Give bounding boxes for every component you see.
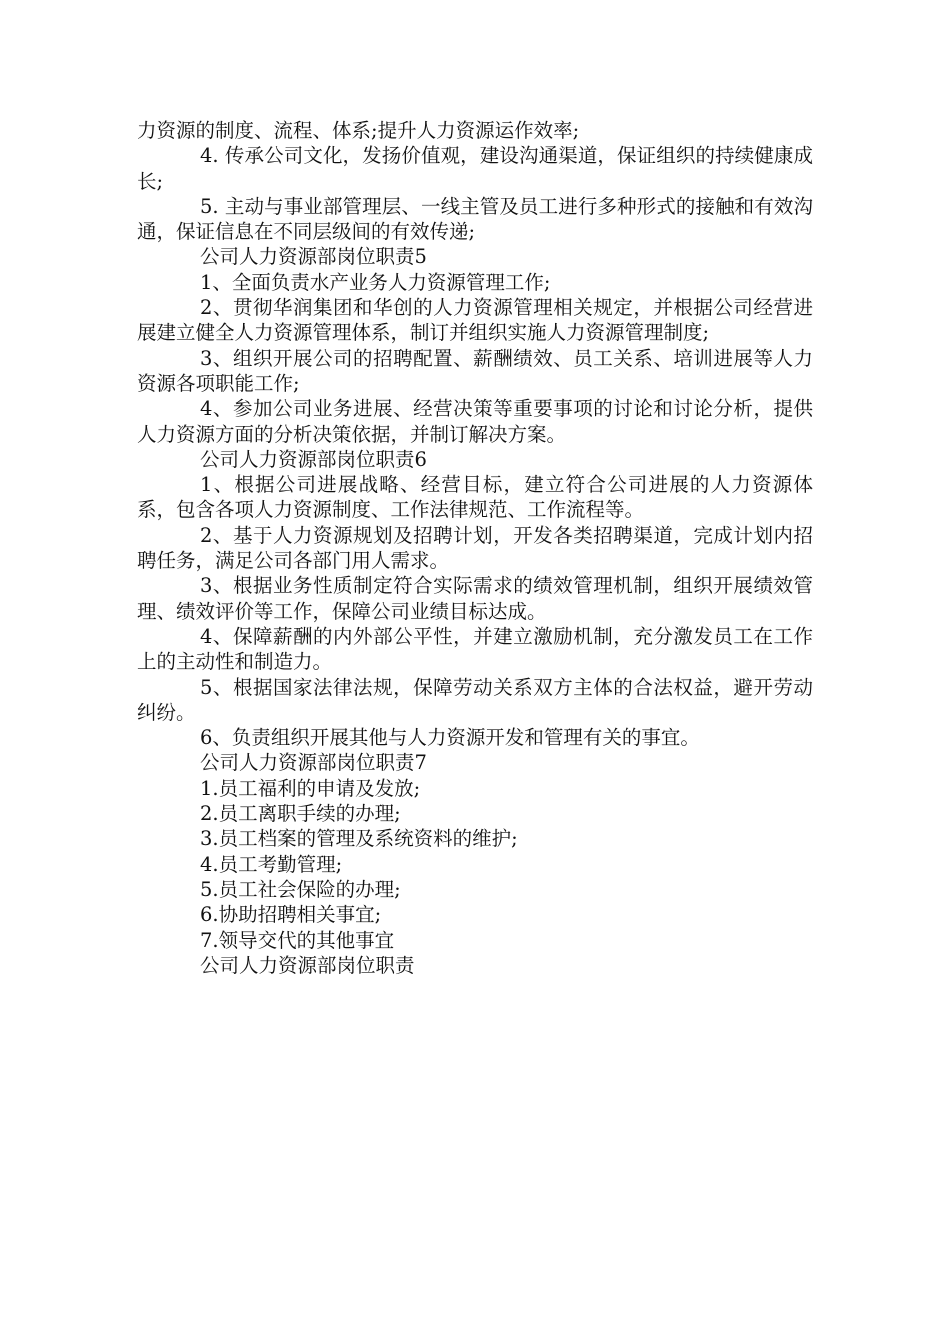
paragraph: 2、贯彻华润集团和华创的人力资源管理相关规定，并根据公司经营进展建立健全人力资源管理体系，制订并组织实施人力资源管理制度;	[137, 296, 813, 345]
list-item: 6.协助招聘相关事宜;	[200, 903, 382, 927]
paragraph: 4、保障薪酬的内外部公平性，并建立激励机制，充分激发员工在工作上的主动性和制造力。	[137, 624, 813, 674]
section-heading: 公司人力资源部岗位职责	[200, 953, 415, 977]
list-item: 1.员工福利的申请及发放;	[200, 776, 421, 800]
list-item: 7.领导交代的其他事宜	[200, 928, 395, 952]
paragraph: 2、基于人力资源规划及招聘计划，开发各类招聘渠道，完成计划内招聘任务，满足公司各部门用人需求。	[137, 523, 813, 573]
list-item: 2.员工离职手续的办理;	[200, 802, 401, 826]
paragraph: 6、负责组织开展其他与人力资源开发和管理有关的事宜。	[200, 726, 700, 750]
paragraph: 5、根据国家法律法规，保障劳动关系双方主体的合法权益，避开劳动纠纷。	[137, 675, 813, 724]
paragraph: 3、组织开展公司的招聘配置、薪酬绩效、员工关系、培训进展等人力资源各项职能工作;	[137, 346, 813, 395]
list-item: 4.员工考勤管理;	[200, 852, 343, 876]
section-heading: 公司人力资源部岗位职责7	[200, 751, 427, 775]
paragraph: 3、根据业务性质制定符合实际需求的绩效管理机制，组织开展绩效管理、绩效评价等工作，保障公司业绩目标达成。	[137, 574, 813, 623]
section-heading: 公司人力资源部岗位职责6	[200, 447, 427, 471]
paragraph: 1、全面负责水产业务人力资源管理工作;	[200, 270, 551, 294]
paragraph: 1、根据公司进展战略、经营目标，建立符合公司进展的人力资源体系，包含各项人力资源制度、工作法律规范、工作流程等。	[137, 473, 813, 522]
paragraph: 5. 主动与事业部管理层、一线主管及员工进行多种形式的接触和有效沟通，保证信息在不同层级间的有效传递;	[137, 194, 813, 244]
list-item: 3.员工档案的管理及系统资料的维护;	[200, 827, 518, 851]
paragraph: 4、参加公司业务进展、经营决策等重要事项的讨论和讨论分析，提供人力资源方面的分析决策依据，并制订解决方案。	[137, 397, 813, 446]
paragraph: 4. 传承公司文化，发扬价值观，建设沟通渠道，保证组织的持续健康成长;	[137, 144, 813, 193]
section-heading: 公司人力资源部岗位职责5	[200, 245, 427, 269]
paragraph-continuation: 力资源的制度、流程、体系;提升人力资源运作效率;	[137, 119, 580, 142]
list-item: 5.员工社会保险的办理;	[200, 877, 401, 901]
document-page	[137, 118, 813, 978]
